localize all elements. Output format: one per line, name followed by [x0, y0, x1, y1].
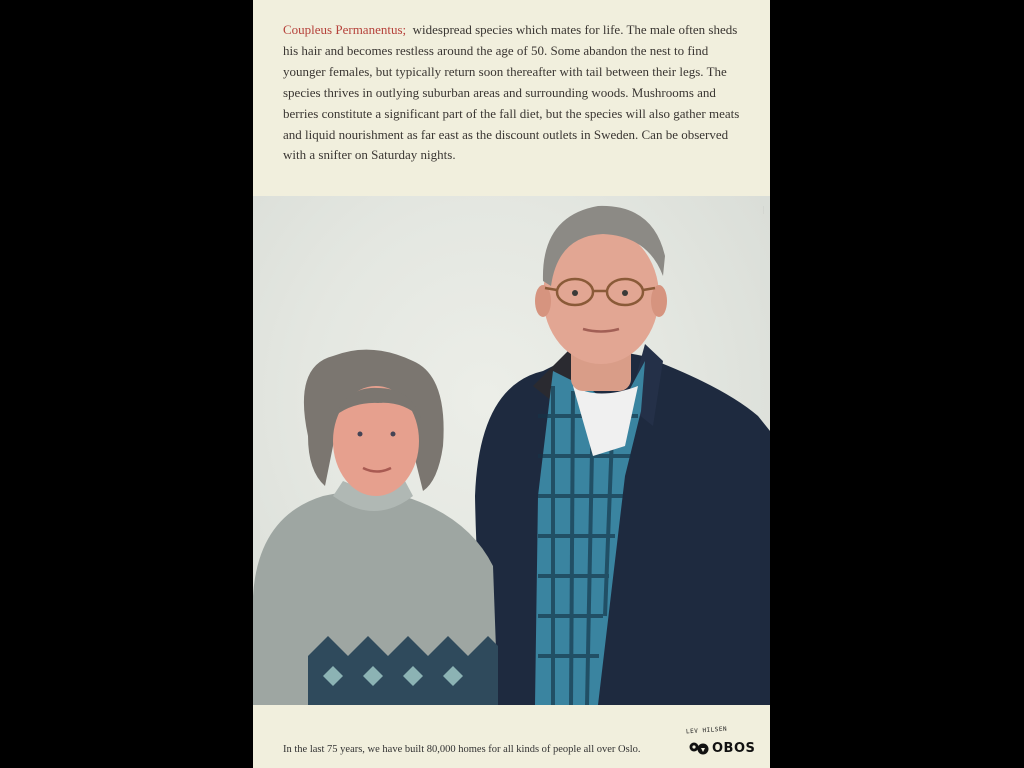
portrait-illustration — [253, 196, 770, 705]
species-description: widespread species which mates for life. The male often sheds his hair and becomes restless around the age of 50. Some abandon the nest to find younger females, but typically return soon thereafter with tail between their legs. The species thrives in outlying suburban areas and surrounding woods. Mushrooms and berries constitute a significant part of the fall diet, but the species will also gather meats and liquid nourishment as far east as the discount outlets in Sweden. Can be observed with a snifter on Saturday nights. — [283, 22, 740, 163]
couple-portrait-photo — [253, 196, 770, 705]
ad-tagline: In the last 75 years, we have built 80,000 homes for all kinds of people all over Oslo. — [283, 744, 641, 755]
advertisement-poster — [253, 0, 770, 768]
logo-slogan: LEV HILSEN — [685, 725, 728, 736]
obos-logo-icon — [689, 741, 709, 757]
species-name: Coupleus Permanentus; — [283, 22, 407, 37]
ad-footer — [253, 705, 770, 768]
ad-body-copy — [283, 20, 748, 166]
photo-credit-mark: ········ — [762, 206, 766, 214]
obos-logo — [676, 725, 766, 765]
man-ear-right — [651, 285, 667, 317]
logo-name: OBOS — [712, 741, 756, 756]
